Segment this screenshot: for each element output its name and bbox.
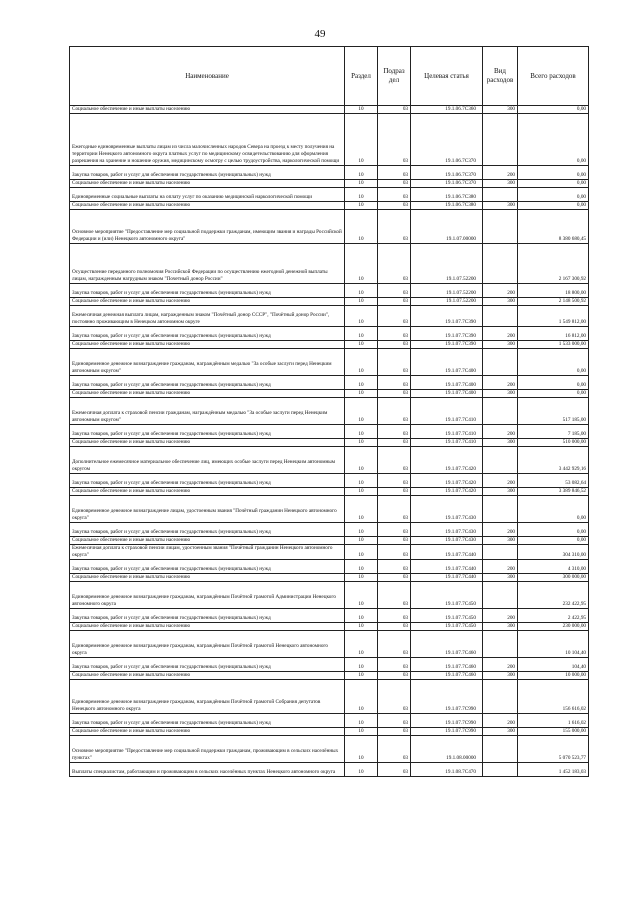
row-vid: 300 — [483, 202, 518, 210]
row-podrazdel: 03 — [378, 180, 411, 188]
row-vid: 300 — [483, 390, 518, 398]
table-row — [70, 180, 589, 188]
row-razdel: 10 — [345, 496, 378, 523]
row-vid — [483, 349, 518, 376]
row-podrazdel: 03 — [378, 672, 411, 680]
table-row — [70, 244, 589, 284]
row-vid — [483, 631, 518, 658]
row-razdel: 10 — [345, 523, 378, 537]
row-name: Социальное обеспечение и иные выплаты населению — [70, 672, 345, 680]
row-vid: 300 — [483, 298, 518, 306]
row-razdel: 10 — [345, 736, 378, 763]
row-podrazdel: 03 — [378, 398, 411, 425]
header-total: Всего расходов — [518, 47, 589, 106]
table-row — [70, 341, 589, 349]
row-total: 230 000,00 — [518, 623, 589, 631]
budget-table — [69, 46, 589, 777]
row-target: 19.1.07.7С420 — [411, 447, 483, 474]
header-name: Наименование — [70, 47, 345, 106]
row-razdel: 10 — [345, 349, 378, 376]
row-vid — [483, 244, 518, 284]
table-row — [70, 202, 589, 210]
table-row — [70, 560, 589, 574]
table-row — [70, 114, 589, 166]
row-total: 0,00 — [518, 537, 589, 545]
row-podrazdel: 03 — [378, 545, 411, 560]
row-total: 0,00 — [518, 496, 589, 523]
row-total: 232 422,95 — [518, 582, 589, 609]
row-razdel: 10 — [345, 763, 378, 777]
row-total: 0,00 — [518, 376, 589, 390]
row-total: 18 800,00 — [518, 284, 589, 298]
row-target: 19.1.07.7С410 — [411, 439, 483, 447]
row-total: 0,00 — [518, 188, 589, 202]
table-row — [70, 728, 589, 736]
header-razdel: Раздел — [345, 47, 378, 106]
row-vid: 300 — [483, 623, 518, 631]
row-name: Социальное обеспечение и иные выплаты населению — [70, 390, 345, 398]
row-vid — [483, 306, 518, 327]
row-razdel: 10 — [345, 202, 378, 210]
row-podrazdel: 03 — [378, 574, 411, 582]
row-vid: 200 — [483, 425, 518, 439]
row-razdel: 10 — [345, 284, 378, 298]
row-vid — [483, 582, 518, 609]
header-target: Целевая статья — [411, 47, 483, 106]
row-target: 19.1.07.7С460 — [411, 631, 483, 658]
table-row — [70, 398, 589, 425]
row-target: 19.1.08.00000 — [411, 736, 483, 763]
row-podrazdel: 03 — [378, 658, 411, 672]
table-row — [70, 763, 589, 777]
row-vid: 300 — [483, 341, 518, 349]
row-total: 0,00 — [518, 166, 589, 180]
row-name: Единовременное денежное вознаграждение гражданам, награждённым медалью "За особые заслуги перед Ненецким автономным округом" — [70, 349, 345, 376]
table-row — [70, 376, 589, 390]
row-podrazdel: 03 — [378, 114, 411, 166]
table-row — [70, 680, 589, 714]
row-podrazdel: 03 — [378, 376, 411, 390]
table-row — [70, 306, 589, 327]
row-target: 19.1.07.7С450 — [411, 582, 483, 609]
row-target: 19.1.07.7С390 — [411, 341, 483, 349]
row-vid: 200 — [483, 523, 518, 537]
row-podrazdel: 03 — [378, 447, 411, 474]
row-total: 156 616,02 — [518, 680, 589, 714]
row-razdel: 10 — [345, 298, 378, 306]
row-target: 19.1.07.7С410 — [411, 425, 483, 439]
row-razdel: 10 — [345, 390, 378, 398]
row-name: Закупка товаров, работ и услуг для обеспечения государственных (муниципальных) нужд — [70, 658, 345, 672]
row-razdel: 10 — [345, 609, 378, 623]
row-target: 19.1.07.7С430 — [411, 537, 483, 545]
row-vid: 200 — [483, 658, 518, 672]
row-name: Социальное обеспечение и иные выплаты населению — [70, 341, 345, 349]
row-target: 19.1.07.7С420 — [411, 488, 483, 496]
row-podrazdel: 03 — [378, 166, 411, 180]
row-name: Единовременное денежное вознаграждение гражданам, награждённым Почётной грамотой Ненецкого автономного округа — [70, 631, 345, 658]
table-row — [70, 623, 589, 631]
row-vid: 200 — [483, 714, 518, 728]
row-podrazdel: 03 — [378, 728, 411, 736]
table-row — [70, 425, 589, 439]
table-row — [70, 736, 589, 763]
row-total: 1 452 183,03 — [518, 763, 589, 777]
row-name: Осуществление переданного полномочия Российской Федерации по осуществлению ежегодной денежной выплаты лицам, награжденным нагрудным знаком "Почетный донор России" — [70, 244, 345, 284]
row-target: 19.1.07.7С460 — [411, 672, 483, 680]
table-row — [70, 658, 589, 672]
table-row — [70, 474, 589, 488]
row-podrazdel: 03 — [378, 188, 411, 202]
row-name: Единовременное денежное вознаграждение гражданам, награждённым Почётной грамотой Администрации Ненецкого автономного округа — [70, 582, 345, 609]
row-name: Ежемесячная денежная выплата лицам, награжденным знаком "Почётный донор СССР", "Почётный донор России", постоянно проживающим в Ненецком автономном округе — [70, 306, 345, 327]
row-razdel: 10 — [345, 306, 378, 327]
row-vid: 300 — [483, 537, 518, 545]
row-target: 19.1.07.7С440 — [411, 560, 483, 574]
row-total: 2 148 500,92 — [518, 298, 589, 306]
row-name: Закупка товаров, работ и услуг для обеспечения государственных (муниципальных) нужд — [70, 327, 345, 341]
row-razdel: 10 — [345, 623, 378, 631]
row-vid: 200 — [483, 376, 518, 390]
row-name: Закупка товаров, работ и услуг для обеспечения государственных (муниципальных) нужд — [70, 376, 345, 390]
row-podrazdel: 03 — [378, 210, 411, 244]
row-vid: 200 — [483, 166, 518, 180]
row-vid: 200 — [483, 327, 518, 341]
row-target: 19.1.07.7С410 — [411, 398, 483, 425]
row-target: 19.1.07.7С450 — [411, 623, 483, 631]
row-podrazdel: 03 — [378, 631, 411, 658]
row-razdel: 10 — [345, 574, 378, 582]
row-podrazdel: 03 — [378, 560, 411, 574]
row-razdel: 10 — [345, 398, 378, 425]
table-row — [70, 574, 589, 582]
row-name: Единовременное денежное вознаграждение лицам, удостоенным звания "Почётный гражданин Ненецкого автономного округа" — [70, 496, 345, 523]
row-total: 0,00 — [518, 390, 589, 398]
row-vid: 300 — [483, 728, 518, 736]
row-podrazdel: 03 — [378, 714, 411, 728]
row-name: Социальное обеспечение и иные выплаты населению — [70, 537, 345, 545]
row-vid — [483, 496, 518, 523]
row-razdel: 10 — [345, 244, 378, 284]
row-target: 19.1.07.7С440 — [411, 574, 483, 582]
row-vid: 300 — [483, 488, 518, 496]
row-podrazdel: 03 — [378, 244, 411, 284]
row-total: 7 185,00 — [518, 425, 589, 439]
row-vid: 200 — [483, 609, 518, 623]
row-total: 155 000,00 — [518, 728, 589, 736]
row-podrazdel: 03 — [378, 202, 411, 210]
row-target: 19.1.07.52200 — [411, 284, 483, 298]
page-number: 49 — [314, 28, 326, 40]
row-razdel: 10 — [345, 658, 378, 672]
row-total: 16 812,00 — [518, 327, 589, 341]
row-name: Социальное обеспечение и иные выплаты населению — [70, 106, 345, 114]
row-vid — [483, 398, 518, 425]
row-target: 19.1.07.7С990 — [411, 728, 483, 736]
row-podrazdel: 03 — [378, 680, 411, 714]
row-total: 3 442 929,16 — [518, 447, 589, 474]
row-podrazdel: 03 — [378, 609, 411, 623]
row-total: 1 549 812,00 — [518, 306, 589, 327]
row-name: Ежемесячная доплата к страховой пенсии гражданам, награждённым медалью "За особые заслуги перед Ненецким автономным округом" — [70, 398, 345, 425]
row-target: 19.1.07.52200 — [411, 298, 483, 306]
row-total: 304 310,00 — [518, 545, 589, 560]
row-razdel: 10 — [345, 166, 378, 180]
row-total: 0,00 — [518, 106, 589, 114]
row-target: 19.1.07.7С450 — [411, 609, 483, 623]
row-razdel: 10 — [345, 582, 378, 609]
row-podrazdel: 03 — [378, 298, 411, 306]
row-razdel: 10 — [345, 545, 378, 560]
row-total: 4 310,00 — [518, 560, 589, 574]
row-podrazdel: 03 — [378, 284, 411, 298]
row-razdel: 10 — [345, 210, 378, 244]
row-name: Закупка товаров, работ и услуг для обеспечения государственных (муниципальных) нужд — [70, 284, 345, 298]
row-total: 0,00 — [518, 180, 589, 188]
row-total: 517 185,00 — [518, 398, 589, 425]
row-total: 104,40 — [518, 658, 589, 672]
row-total: 0,00 — [518, 202, 589, 210]
row-total: 10 104,40 — [518, 631, 589, 658]
row-name: Основное мероприятие "Предоставление мер социальной поддержки гражданам, имеющим звания и награды Российской Федерации и (или) Ненецкого автономного округа" — [70, 210, 345, 244]
row-name: Закупка товаров, работ и услуг для обеспечения государственных (муниципальных) нужд — [70, 166, 345, 180]
row-name: Выплаты специалистам, работающим и проживающим в сельских населённых пунктах Ненецкого автономного округа — [70, 763, 345, 777]
row-target: 19.1.07.7С390 — [411, 327, 483, 341]
row-total: 10 000,00 — [518, 672, 589, 680]
row-target: 19.1.08.7С470 — [411, 763, 483, 777]
table-row — [70, 545, 589, 560]
row-podrazdel: 03 — [378, 537, 411, 545]
row-podrazdel: 03 — [378, 623, 411, 631]
row-name: Социальное обеспечение и иные выплаты населению — [70, 623, 345, 631]
row-name: Ежегодные единовременные выплаты лицам из числа малочисленных народов Севера на проезд к месту получения на территории Ненецкого автономного округа платных услуг по медицинскому освидетельствованию для оформления разрешения на хранение и ношение оружия, медицинскому осмотру с целью трудоустройства, наркологической помощи — [70, 114, 345, 166]
table-row — [70, 106, 589, 114]
row-target: 19.1.07.00000 — [411, 210, 483, 244]
row-podrazdel: 03 — [378, 439, 411, 447]
row-podrazdel: 03 — [378, 523, 411, 537]
row-target: 19.1.07.7С390 — [411, 306, 483, 327]
row-podrazdel: 03 — [378, 349, 411, 376]
row-name: Единовременное денежное вознаграждение гражданам, награждённым Почётной грамотой Собрания депутатов Ненецкого автономного округа — [70, 680, 345, 714]
table-row — [70, 537, 589, 545]
table-row — [70, 488, 589, 496]
row-name: Социальное обеспечение и иные выплаты населению — [70, 180, 345, 188]
row-razdel: 10 — [345, 425, 378, 439]
row-vid: 300 — [483, 180, 518, 188]
row-target: 19.1.07.7С430 — [411, 496, 483, 523]
row-razdel: 10 — [345, 537, 378, 545]
row-razdel: 10 — [345, 672, 378, 680]
row-name: Закупка товаров, работ и услуг для обеспечения государственных (муниципальных) нужд — [70, 523, 345, 537]
table-row — [70, 166, 589, 180]
row-name: Закупка товаров, работ и услуг для обеспечения государственных (муниципальных) нужд — [70, 425, 345, 439]
row-podrazdel: 03 — [378, 106, 411, 114]
row-razdel: 10 — [345, 376, 378, 390]
row-total: 1 616,02 — [518, 714, 589, 728]
row-razdel: 10 — [345, 180, 378, 188]
table-row — [70, 496, 589, 523]
row-razdel: 10 — [345, 728, 378, 736]
row-total: 0,00 — [518, 523, 589, 537]
row-vid — [483, 736, 518, 763]
row-target: 19.1.06.7С360 — [411, 106, 483, 114]
row-vid — [483, 447, 518, 474]
row-vid: 300 — [483, 106, 518, 114]
row-target: 19.1.07.7С400 — [411, 349, 483, 376]
row-total: 1 533 000,00 — [518, 341, 589, 349]
row-total: 510 000,00 — [518, 439, 589, 447]
row-name: Ежемесячная доплата к страховой пенсии лицам, удостоенным звания "Почётный гражданин Ненецкого автономного округа" — [70, 545, 345, 560]
row-target: 19.1.07.7С400 — [411, 376, 483, 390]
row-vid — [483, 680, 518, 714]
table-row — [70, 349, 589, 376]
row-name: Основное мероприятие "Предоставление мер социальной поддержки гражданам, проживающим в сельских населённых пунктах" — [70, 736, 345, 763]
row-target: 19.1.06.7С370 — [411, 114, 483, 166]
row-podrazdel: 03 — [378, 390, 411, 398]
row-razdel: 10 — [345, 488, 378, 496]
table-row — [70, 523, 589, 537]
table-row — [70, 714, 589, 728]
table-row — [70, 609, 589, 623]
row-name: Социальное обеспечение и иные выплаты населению — [70, 574, 345, 582]
row-podrazdel: 03 — [378, 763, 411, 777]
row-name: Социальное обеспечение и иные выплаты населению — [70, 439, 345, 447]
row-razdel: 10 — [345, 188, 378, 202]
table-header-row — [70, 47, 589, 106]
row-name: Социальное обеспечение и иные выплаты населению — [70, 298, 345, 306]
row-name: Закупка товаров, работ и услуг для обеспечения государственных (муниципальных) нужд — [70, 609, 345, 623]
row-name: Закупка товаров, работ и услуг для обеспечения государственных (муниципальных) нужд — [70, 474, 345, 488]
row-name: Социальное обеспечение и иные выплаты населению — [70, 202, 345, 210]
row-podrazdel: 03 — [378, 736, 411, 763]
row-target: 19.1.07.7С440 — [411, 545, 483, 560]
row-total: 2 167 300,92 — [518, 244, 589, 284]
row-razdel: 10 — [345, 327, 378, 341]
row-name: Социальное обеспечение и иные выплаты населению — [70, 488, 345, 496]
row-podrazdel: 03 — [378, 474, 411, 488]
row-target: 19.1.07.7С990 — [411, 714, 483, 728]
row-total: 53 082,64 — [518, 474, 589, 488]
row-razdel: 10 — [345, 631, 378, 658]
row-vid: 300 — [483, 574, 518, 582]
row-target: 19.1.06.7С380 — [411, 202, 483, 210]
table-row — [70, 327, 589, 341]
row-target: 19.1.06.7С370 — [411, 166, 483, 180]
table-row — [70, 390, 589, 398]
row-name: Закупка товаров, работ и услуг для обеспечения государственных (муниципальных) нужд — [70, 714, 345, 728]
row-target: 19.1.06.7С370 — [411, 180, 483, 188]
table-row — [70, 672, 589, 680]
row-name: Социальное обеспечение и иные выплаты населению — [70, 728, 345, 736]
row-vid — [483, 545, 518, 560]
row-vid — [483, 763, 518, 777]
table-row — [70, 284, 589, 298]
row-razdel: 10 — [345, 474, 378, 488]
table-row — [70, 582, 589, 609]
row-total: 0,00 — [518, 349, 589, 376]
table-row — [70, 631, 589, 658]
row-podrazdel: 03 — [378, 327, 411, 341]
row-razdel: 10 — [345, 114, 378, 166]
row-razdel: 10 — [345, 714, 378, 728]
row-name: Дополнительное ежемесячное материальное обеспечение лиц, имеющих особые заслуги перед Ненецким автономным округом — [70, 447, 345, 474]
row-razdel: 10 — [345, 439, 378, 447]
row-razdel: 10 — [345, 106, 378, 114]
row-podrazdel: 03 — [378, 488, 411, 496]
row-total: 5 070 523,77 — [518, 736, 589, 763]
row-vid: 200 — [483, 474, 518, 488]
row-target: 19.1.07.7С400 — [411, 390, 483, 398]
row-vid — [483, 188, 518, 202]
row-target: 19.1.07.7С460 — [411, 658, 483, 672]
row-vid — [483, 114, 518, 166]
table-row — [70, 447, 589, 474]
row-total: 300 000,00 — [518, 574, 589, 582]
row-target: 19.1.07.7С990 — [411, 680, 483, 714]
row-podrazdel: 03 — [378, 496, 411, 523]
row-podrazdel: 03 — [378, 306, 411, 327]
row-target: 19.1.06.7С380 — [411, 188, 483, 202]
table-row — [70, 188, 589, 202]
row-vid: 200 — [483, 560, 518, 574]
table-row — [70, 439, 589, 447]
row-target: 19.1.07.7С430 — [411, 523, 483, 537]
row-podrazdel: 03 — [378, 582, 411, 609]
row-vid — [483, 210, 518, 244]
header-podrazdel: Подраз дел — [378, 47, 411, 106]
header-vid: Вид расходов — [483, 47, 518, 106]
row-vid: 300 — [483, 672, 518, 680]
row-total: 8 380 680,45 — [518, 210, 589, 244]
table-row — [70, 210, 589, 244]
row-total: 3 389 846,52 — [518, 488, 589, 496]
row-vid: 300 — [483, 439, 518, 447]
row-razdel: 10 — [345, 560, 378, 574]
row-name: Закупка товаров, работ и услуг для обеспечения государственных (муниципальных) нужд — [70, 560, 345, 574]
row-target: 19.1.07.52200 — [411, 244, 483, 284]
row-podrazdel: 03 — [378, 341, 411, 349]
row-razdel: 10 — [345, 447, 378, 474]
row-total: 0,00 — [518, 114, 589, 166]
row-total: 2 422,95 — [518, 609, 589, 623]
row-target: 19.1.07.7С420 — [411, 474, 483, 488]
row-razdel: 10 — [345, 680, 378, 714]
table-row — [70, 298, 589, 306]
row-podrazdel: 03 — [378, 425, 411, 439]
row-razdel: 10 — [345, 341, 378, 349]
row-name: Единовременные социальные выплаты на оплату услуг по оказанию медицинской наркологической помощи — [70, 188, 345, 202]
row-vid: 200 — [483, 284, 518, 298]
